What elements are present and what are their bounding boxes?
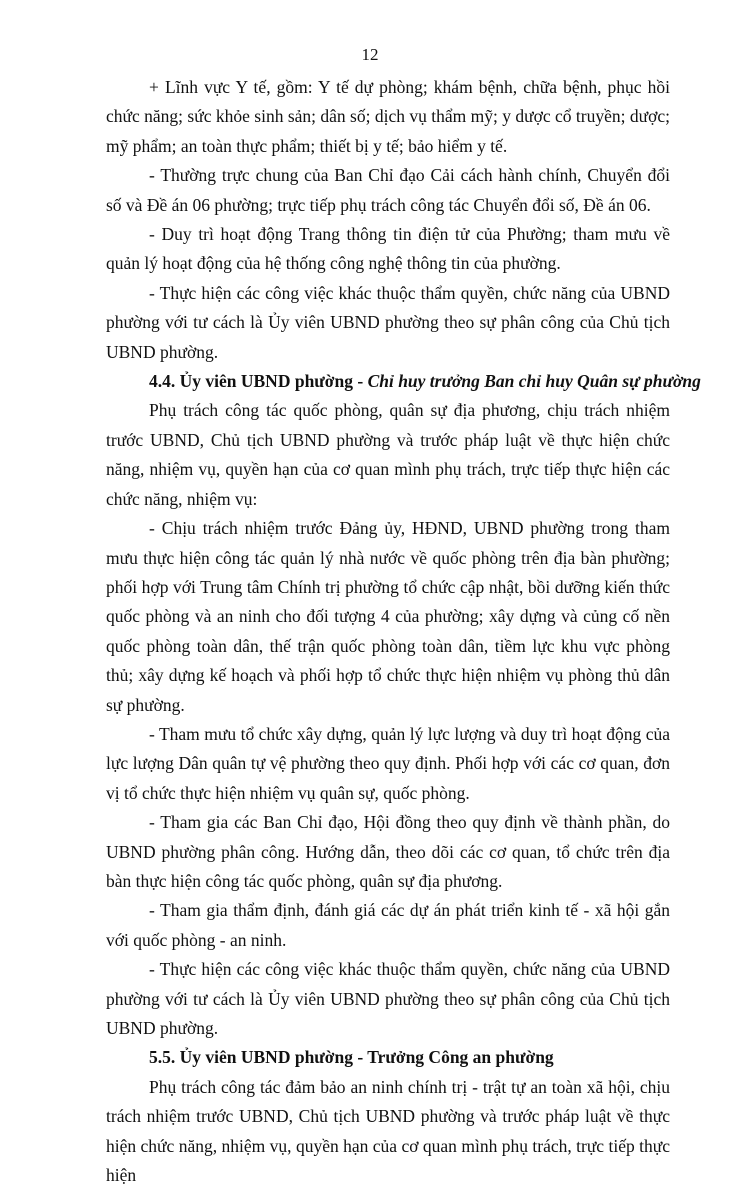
- document-body: [106, 73, 701, 1190]
- paragraph-website: - Duy trì hoạt động Trang thông tin điện tử của Phường; tham mưu về quản lý hoạt động của hệ thống công nghệ thông tin của phường.: [106, 224, 670, 274]
- section-heading-5-5: 5.5. Ủy viên UBND phường - Trưởng Công an phường: [149, 1047, 554, 1068]
- section-4-4-paragraph: - Tham gia thẩm định, đánh giá các dự án phát triển kinh tế - xã hội gắn với quốc phòng - an ninh.: [106, 900, 670, 950]
- section-4-4-paragraph: - Thực hiện các công việc khác thuộc thẩm quyền, chức năng của UBND phường với tư cách là Ủy viên UBND phường theo sự phân công của Chủ tịch UBND phường.: [106, 959, 670, 1038]
- paragraph-other-duties: - Thực hiện các công việc khác thuộc thẩm quyền, chức năng của UBND phường với tư cách là Ủy viên UBND phường theo sự phân công của Chủ tịch UBND phường.: [106, 282, 670, 362]
- section-heading-4-4-role: Chỉ huy trưởng Ban chỉ huy Quân sự phường: [367, 371, 701, 392]
- section-5-5-paragraph: Phụ trách công tác đảm bảo an ninh chính trị - trật tự an toàn xã hội, chịu trách nhiệm trước UBND, Chủ tịch UBND phường và trước pháp luật về thực hiện chức năng, nhiệm vụ, quyền hạn của cơ quan mình phụ trách, trực tiếp thực hiện: [106, 1076, 670, 1186]
- section-4-4-paragraph: - Tham gia các Ban Chỉ đạo, Hội đồng theo quy định về thành phần, do UBND phường phân công. Hướng dẫn, theo dõi các cơ quan, tổ chức trên địa bàn thực hiện công tác quốc phòng, quân sự địa phương.: [106, 812, 670, 891]
- section-4-4-paragraph: - Chịu trách nhiệm trước Đảng ủy, HĐND, UBND phường trong tham mưu thực hiện công tác quản lý nhà nước về quốc phòng trên địa bàn phường; phối hợp với Trung tâm Chính trị phường tổ chức cập nhật, bồi dưỡng kiến thức quốc phòng và an ninh cho đối tượng 4 của phường; xây dựng và củng cố nền quốc phòng toàn dân, thế trận quốc phòng toàn dân, tiềm lực khu vực phòng thủ; xây dựng kế hoạch và phối hợp tổ chức thực hiện nhiệm vụ phòng thủ dân sự phường.: [106, 518, 670, 715]
- section-heading-4-4: [106, 367, 701, 396]
- paragraph-standing-steering: - Thường trực chung của Ban Chỉ đạo Cải cách hành chính, Chuyển đổi số và Đề án 06 phường; trực tiếp phụ trách công tác Chuyển đổi số, Đề án 06.: [106, 165, 670, 215]
- section-4-4-paragraph: - Tham mưu tổ chức xây dựng, quản lý lực lượng và duy trì hoạt động của lực lượng Dân quân tự vệ phường theo quy định. Phối hợp với các cơ quan, đơn vị tổ chức thực hiện nhiệm vụ quân sự, quốc phòng.: [106, 723, 670, 803]
- page-number: 12: [361, 45, 379, 64]
- section-heading-4-4-prefix: 4.4. Ủy viên UBND phường -: [149, 371, 368, 392]
- section-4-4-paragraph: Phụ trách công tác quốc phòng, quân sự địa phương, chịu trách nhiệm trước UBND, Chủ tịch UBND phường và trước pháp luật về thực hiện chức năng, nhiệm vụ, quyền hạn của cơ quan mình phụ trách, trực tiếp thực hiện các chức năng, nhiệm vụ:: [106, 400, 670, 509]
- paragraph-health-field: + Lĩnh vực Y tế, gồm: Y tế dự phòng; khám bệnh, chữa bệnh, phục hồi chức năng; sức khỏe sinh sản; dân số; dịch vụ thẩm mỹ; y dược cổ truyền; dược; mỹ phẩm; an toàn thực phẩm; thiết bị y tế; bảo hiểm y tế.: [106, 77, 670, 156]
